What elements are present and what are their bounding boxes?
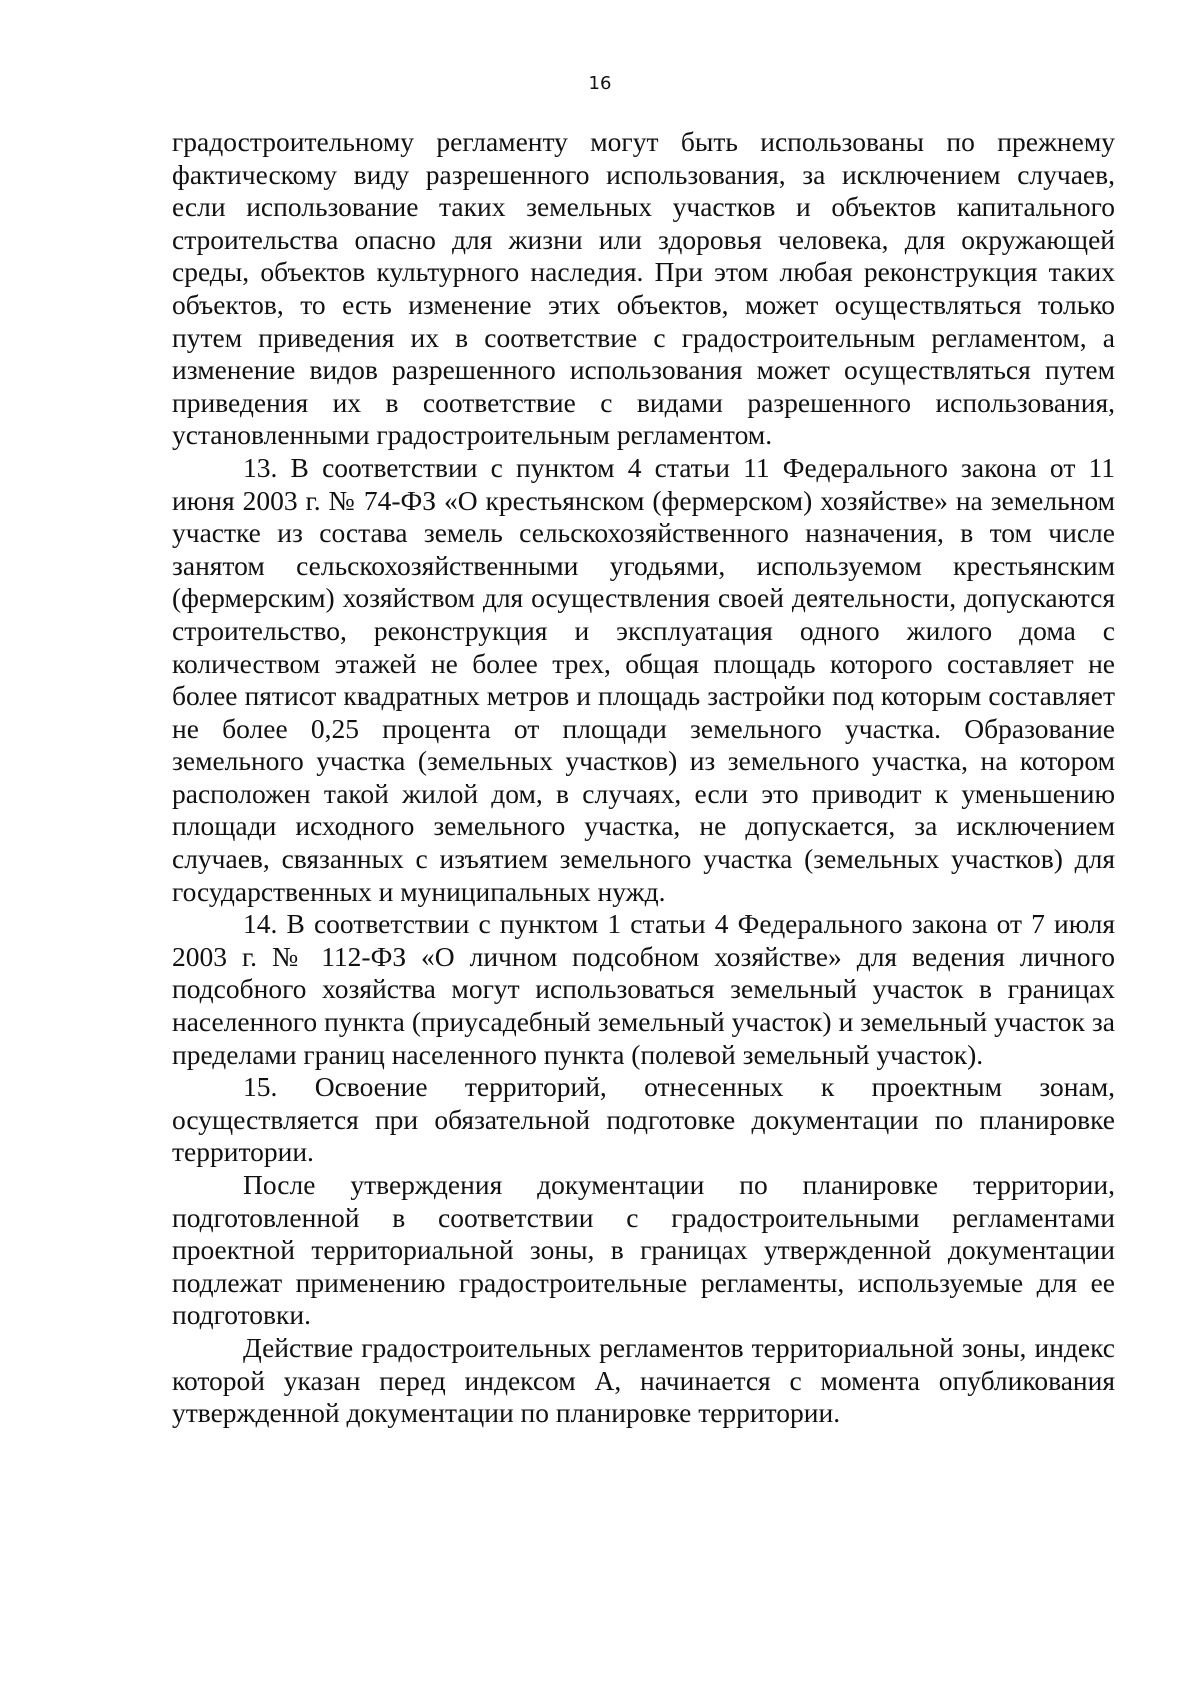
page-number: 16 [588, 73, 612, 94]
paragraph-continuation: градостроительному регламенту могут быть использованы по прежнему фактическому виду разрешенного использования, за исключением случаев, если использование таких земельных участков и объектов капитального строительства опасно для жизни или здоровья человека, для окружающей среды, объектов культурного наследия. При этом любая реконструкция таких объектов, то есть изменение этих объектов, может осуществляться только путем приведения их в соответствие с градостроительным регламентом, а изменение видов разрешенного использования может осуществляться путем приведения их в соответствие с видами разрешенного использования, установленными градостроительным регламентом. [172, 126, 1115, 451]
paragraph-after-approval: После утверждения документации по планировке территории, подготовленной в соответствии с градостроительными регламентами проектной территориальной зоны, в границах утвержденной документации подлежат применению градостроительные регламенты, используемые для ее подготовки. [172, 1169, 1115, 1331]
paragraph-item-14: 14. В соответствии с пунктом 1 статьи 4 Федерального закона от 7 июля 2003 г. № 112-ФЗ «О личном подсобном хозяйстве» для ведения личного подсобного хозяйства могут использоваться земельный участок в границах населенного пункта (приусадебный земельный участок) и земельный участок за пределами границ населенного пункта (полевой земельный участок). [172, 908, 1115, 1070]
document-body [172, 126, 1115, 1430]
paragraph-item-15: 15. Освоение территорий, отнесенных к проектным зонам, осуществляется при обязательной подготовке документации по планировке территории. [172, 1071, 1115, 1168]
paragraph-regulations-effect: Действие градостроительных регламентов территориальной зоны, индекс которой указан перед индексом А, начинается с момента опубликования утвержденной документации по планировке территории. [172, 1331, 1115, 1429]
paragraph-item-13: 13. В соответствии с пунктом 4 статьи 11 Федерального закона от 11 июня 2003 г. № 74-ФЗ «О крестьянском (фермерском) хозяйстве» на земельном участке из состава земель сельскохозяйственного назначения, в том числе занятом сельскохозяйственными угодьями, используемом крестьянским (фермерским) хозяйством для осуществления своей деятельности, допускаются строительство, реконструкция и эксплуатация одного жилого дома с количеством этажей не более трех, общая площадь которого составляет не более пятисот квадратных метров и площадь застройки под которым составляет не более 0,25 процента от площади земельного участка. Образование земельного участка (земельных участков) из земельного участка, на котором расположен такой жилой дом, в случаях, если это приводит к уменьшению площади исходного земельного участка, не допускается, за исключением случаев, связанных с изъятием земельного участка (земельных участков) для государственных и муниципальных нужд. [172, 451, 1115, 907]
